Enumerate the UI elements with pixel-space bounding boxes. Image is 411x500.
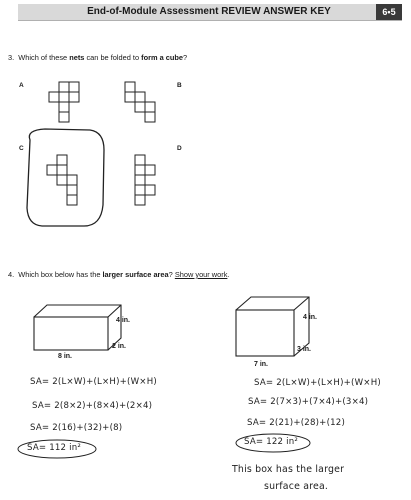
box-2-length: 7 in. bbox=[254, 361, 269, 368]
work-2-line-3: SA= 2(21)+(28)+(12) bbox=[247, 418, 346, 428]
work-1-line-2: SA= 2(8×2)+(8×4)+(2×4) bbox=[32, 401, 153, 411]
question-3-text-c: ? bbox=[183, 53, 188, 62]
conclusion-line-2: surface area. bbox=[264, 481, 329, 492]
question-4-text-c: . bbox=[227, 270, 230, 279]
answer-circle-c bbox=[27, 129, 104, 226]
question-4-text-b: ? bbox=[168, 270, 175, 279]
net-d bbox=[135, 155, 155, 205]
net-c bbox=[47, 155, 77, 205]
question-4-text-a: Which box below has the bbox=[18, 270, 103, 279]
net-b bbox=[125, 82, 155, 122]
net-label-a: A bbox=[19, 82, 24, 89]
question-3-number: 3. bbox=[8, 53, 15, 62]
box-1-width: 2 in. bbox=[112, 343, 127, 350]
work-1-answer: SA= 112 in² bbox=[27, 443, 82, 453]
question-3-bold-cube: form a cube bbox=[141, 53, 184, 62]
net-label-c: C bbox=[19, 145, 24, 152]
question-3-text-a: Which of these bbox=[18, 53, 70, 62]
box-1 bbox=[34, 305, 121, 350]
show-work-text: Show your work bbox=[174, 270, 228, 279]
box-1-height: 4 in. bbox=[116, 317, 131, 324]
net-label-b: B bbox=[177, 82, 182, 89]
question-3-bold-nets: nets bbox=[69, 53, 85, 62]
work-2-line-1: SA= 2(L×W)+(L×H)+(W×H) bbox=[254, 378, 381, 388]
question-4-bold: larger surface area bbox=[102, 270, 169, 279]
work-1-line-1: SA= 2(L×W)+(L×H)+(W×H) bbox=[30, 377, 157, 387]
page-title: End-of-Module Assessment REVIEW ANSWER KEY bbox=[87, 6, 331, 17]
box-2-height: 4 in. bbox=[303, 314, 318, 321]
module-badge: 6•5 bbox=[376, 4, 402, 20]
question-4 bbox=[8, 270, 229, 279]
net-label-d: D bbox=[177, 145, 182, 152]
net-a bbox=[49, 82, 79, 122]
question-3-text-b: can be folded to bbox=[84, 53, 142, 62]
conclusion-line-1: This box has the larger bbox=[232, 464, 345, 475]
box-1-length: 8 in. bbox=[58, 353, 73, 360]
work-1-line-3: SA= 2(16)+(32)+(8) bbox=[30, 423, 123, 433]
box-2-width: 3 in. bbox=[297, 346, 312, 353]
question-4-number: 4. bbox=[8, 270, 15, 279]
work-2-answer: SA= 122 in² bbox=[244, 437, 299, 447]
work-2-line-2: SA= 2(7×3)+(7×4)+(3×4) bbox=[248, 397, 369, 407]
